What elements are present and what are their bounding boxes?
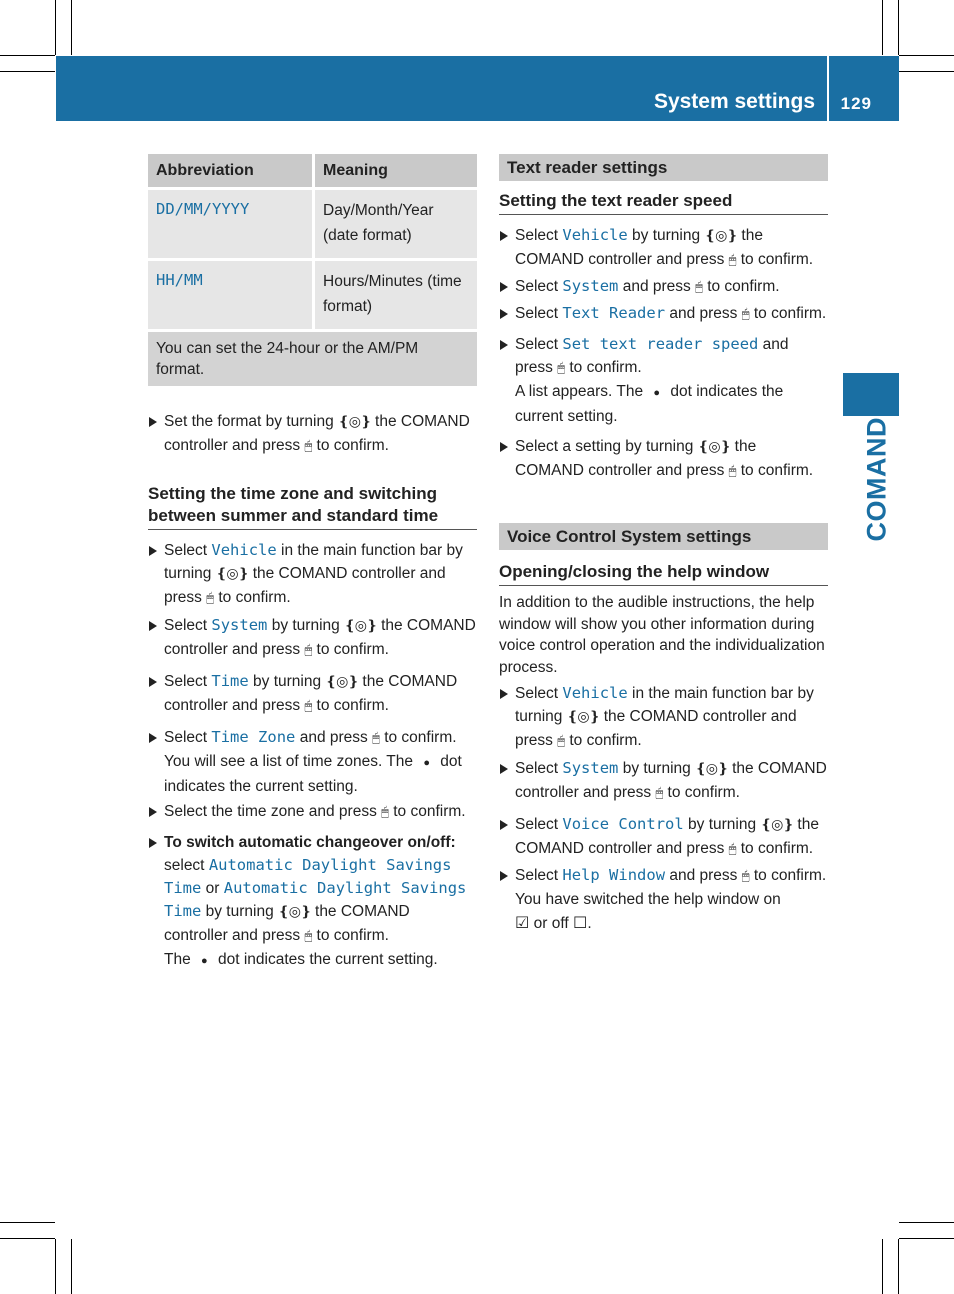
menu-item-help-window: Help Window [562, 866, 666, 884]
step-select-system [148, 614, 477, 662]
crop-mark [898, 0, 899, 55]
step-r-system [499, 275, 828, 299]
controller-press-icon: 🖱 [728, 253, 737, 268]
abbreviation-table [148, 154, 477, 329]
step-text: in the main function bar by turning [164, 542, 463, 582]
abbr-meaning: Hours/Minutes (time format) [314, 260, 478, 330]
controller-turn-icon: ❴◎❵ [344, 618, 377, 634]
step-r-speed [499, 333, 828, 428]
section-voice-control: Voice Control System settings [499, 523, 828, 550]
step-text: Select [515, 336, 563, 353]
controller-press-icon: 🖱 [728, 464, 737, 479]
step-text: Select [515, 760, 563, 777]
step-text: and press [665, 867, 742, 884]
heading-time-zone: Setting the time zone and switching between summer and standard time [148, 483, 477, 530]
step-text: to confirm. [565, 732, 642, 749]
step-text: and press [618, 278, 696, 295]
crop-mark [898, 1239, 899, 1294]
step-text: and press [515, 336, 789, 376]
step-text: to confirm. [749, 867, 827, 884]
step-bold-label: To switch automatic changeover on/off: [164, 834, 456, 851]
controller-press-icon: 🖱 [655, 786, 664, 801]
menu-item-vehicle: Vehicle [562, 226, 628, 244]
step-text: the COMAND controller and press [515, 438, 757, 479]
step-text: to confirm. [736, 251, 814, 268]
crop-mark [0, 1238, 55, 1239]
step-v-vehicle [499, 682, 828, 753]
crop-mark [55, 1239, 56, 1294]
step-text: to confirm. [736, 840, 814, 857]
controller-press-icon: 🖱 [304, 643, 313, 658]
step-select-time-zone [148, 726, 477, 798]
step-text: to confirm. [379, 729, 457, 746]
step-text: Select [164, 673, 212, 690]
abbr-code: DD/MM/YYYY [148, 189, 314, 260]
controller-press-icon: 🖱 [741, 307, 750, 322]
crop-mark [0, 71, 55, 72]
controller-press-icon: 🖱 [695, 280, 703, 295]
page-header [56, 56, 899, 121]
step-text: Select the time zone and press [164, 803, 382, 820]
controller-press-icon: 🖱 [372, 731, 380, 746]
step-text: by turning [627, 227, 705, 244]
table-header-abbreviation: Abbreviation [148, 154, 314, 189]
step-text: You have switched the help window on [515, 891, 781, 908]
table-row [148, 260, 477, 330]
step-text: Select a setting by turning [515, 438, 698, 455]
step-text: by turning [683, 816, 761, 833]
crop-mark [71, 1239, 72, 1294]
menu-item-auto-daylight-off: Automatic Daylight Savings Time [164, 879, 467, 920]
step-text: Select [515, 227, 563, 244]
menu-item-time: Time [211, 672, 249, 690]
step-text: by turning [248, 673, 326, 690]
step-text: to confirm. [312, 927, 389, 944]
step-text: A list appears. The [515, 383, 648, 400]
crop-mark [899, 1238, 954, 1239]
step-text: by turning [618, 760, 696, 777]
step-text: The [164, 951, 196, 968]
controller-press-icon: 🖱 [304, 929, 313, 944]
step-auto-changeover [148, 831, 477, 973]
controller-turn-icon: ❴◎❵ [704, 228, 738, 244]
menu-item-time-zone: Time Zone [211, 728, 296, 746]
menu-item-system: System [562, 277, 619, 295]
step-text: dot indicates the current setting. [164, 753, 462, 795]
menu-item-vehicle: Vehicle [211, 541, 277, 559]
table-header-meaning: Meaning [314, 154, 478, 189]
step-set-format [148, 410, 477, 458]
step-text: Select [164, 617, 212, 634]
crop-mark [0, 55, 55, 56]
step-text: to confirm. [312, 437, 389, 454]
step-text: select [164, 857, 209, 874]
controller-press-icon: 🖱 [728, 842, 737, 857]
step-r-vehicle [499, 224, 828, 272]
step-select-time [148, 670, 477, 718]
crop-mark [899, 55, 954, 56]
menu-item-auto-daylight-on: Automatic Daylight Savings Time [164, 856, 452, 897]
step-text: to confirm. [312, 697, 389, 714]
step-text: the COMAND controller and press [515, 816, 819, 857]
step-text: the COMAND controller and press [164, 617, 476, 658]
step-text: Select [515, 278, 563, 295]
step-text: Select [164, 542, 212, 559]
step-text: You will see a list of time zones. The [164, 753, 418, 770]
menu-item-set-text-reader-speed: Set text reader speed [562, 335, 759, 353]
step-text: the COMAND controller and press [164, 903, 410, 944]
step-text: Set the format by turning [164, 413, 339, 430]
heading-reader-speed: Setting the text reader speed [499, 190, 828, 215]
step-text: by turning [267, 617, 345, 634]
step-text: Select [515, 816, 563, 833]
step-text: Select [164, 729, 212, 746]
step-text: Select [515, 685, 563, 702]
step-text: the COMAND controller and press [515, 760, 827, 801]
step-text: or [201, 880, 224, 897]
step-text: and press [295, 729, 373, 746]
page-title: System settings [653, 90, 815, 113]
page-number: 129 [840, 94, 872, 113]
step-text: Select [515, 867, 563, 884]
step-select-vehicle [148, 539, 477, 610]
step-select-zone [148, 800, 477, 824]
menu-item-voice-control: Voice Control [562, 815, 684, 833]
step-text: in the main function bar by turning [515, 685, 814, 725]
header-divider [827, 56, 829, 121]
menu-item-system: System [211, 616, 268, 634]
step-text: to confirm. [736, 462, 814, 479]
controller-turn-icon: ❴◎❵ [338, 414, 371, 430]
step-text: to confirm. [214, 589, 291, 606]
checkbox-unchecked-icon: ☐ [573, 913, 588, 932]
dot-icon: ● [201, 955, 208, 967]
step-text: dot indicates the current setting. [515, 383, 784, 425]
section-text-reader: Text reader settings [499, 154, 828, 181]
crop-mark [882, 1239, 883, 1294]
step-text: dot indicates the current setting. [213, 951, 438, 968]
abbr-meaning: Day/Month/Year (date format) [314, 189, 478, 260]
crop-mark [0, 1222, 55, 1223]
step-text: to confirm. [749, 305, 827, 322]
controller-press-icon: 🖱 [557, 361, 566, 376]
controller-press-icon: 🖱 [304, 439, 313, 454]
controller-turn-icon: ❴◎❵ [697, 439, 731, 455]
controller-press-icon: 🖱 [741, 869, 750, 884]
step-text: and press [665, 305, 742, 322]
step-text: the COMAND controller and press [164, 565, 446, 606]
step-text: the COMAND controller and press [164, 413, 470, 454]
step-text: to confirm. [702, 278, 780, 295]
step-r-setting [499, 435, 828, 483]
controller-press-icon: 🖱 [381, 805, 389, 820]
controller-turn-icon: ❴◎❵ [760, 817, 794, 833]
step-text: the COMAND controller and press [515, 227, 763, 268]
checkbox-checked-icon: ☑ [515, 913, 530, 932]
chapter-label: COMAND [861, 417, 892, 542]
chapter-tab [843, 373, 899, 416]
controller-turn-icon: ❴◎❵ [695, 761, 728, 777]
step-text: or off [529, 915, 573, 932]
step-text: to confirm. [565, 359, 642, 376]
step-text: Select [515, 305, 563, 322]
menu-item-vehicle: Vehicle [562, 684, 628, 702]
crop-mark [55, 0, 56, 55]
menu-item-text-reader: Text Reader [562, 304, 666, 322]
controller-press-icon: 🖱 [206, 591, 215, 606]
crop-mark [71, 0, 72, 55]
dot-icon: ● [653, 387, 661, 399]
dot-icon: ● [423, 757, 430, 769]
right-column [499, 154, 828, 935]
heading-help-window: Opening/closing the help window [499, 561, 828, 586]
step-v-system [499, 757, 828, 805]
controller-turn-icon: ❴◎❵ [278, 904, 311, 920]
step-v-voice-control [499, 813, 828, 861]
table-row [148, 189, 477, 260]
step-v-help-window [499, 864, 828, 935]
crop-mark [882, 0, 883, 55]
step-text: to confirm. [388, 803, 466, 820]
controller-turn-icon: ❴◎❵ [215, 566, 249, 582]
crop-mark [899, 71, 954, 72]
step-text: the COMAND controller and press [515, 708, 797, 749]
controller-turn-icon: ❴◎❵ [566, 709, 600, 725]
controller-press-icon: 🖱 [557, 734, 566, 749]
table-note: You can set the 24-hour or the AM/PM format. [148, 329, 477, 386]
step-r-text-reader [499, 302, 828, 326]
crop-mark [899, 1222, 954, 1223]
intro-paragraph: In addition to the audible instructions, the help window will show you other information during voice control operation and the individualization process. [499, 594, 825, 676]
step-text: the COMAND controller and press [164, 673, 458, 714]
controller-turn-icon: ❴◎❵ [325, 674, 359, 690]
step-text: to confirm. [663, 784, 740, 801]
step-text: to confirm. [312, 641, 389, 658]
step-text: . [587, 915, 592, 932]
controller-press-icon: 🖱 [304, 699, 313, 714]
left-column [148, 154, 477, 973]
step-text: by turning [201, 903, 279, 920]
menu-item-system: System [562, 759, 619, 777]
abbr-code: HH/MM [148, 260, 314, 330]
